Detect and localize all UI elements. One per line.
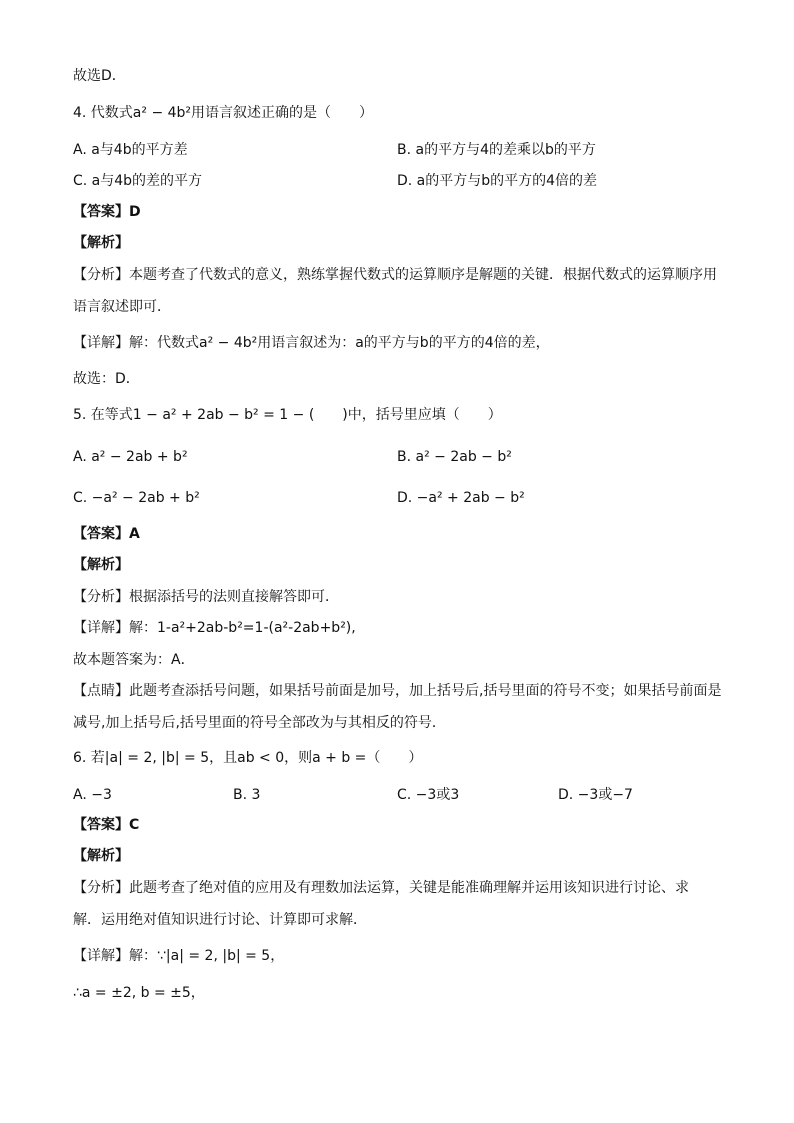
option-a: A. −3 — [73, 787, 112, 803]
option-c: C. −a² − 2ab + b² — [73, 490, 200, 506]
option-c: C. a与4b的差的平方 — [73, 173, 203, 189]
detail-text: 【详解】解：代数式a² − 4b²用语言叙述为：a的平方与b的平方的4倍的差， — [73, 335, 550, 351]
text-line: 故选D． — [73, 68, 126, 84]
option-d: D. −a² + 2ab − b² — [397, 490, 525, 506]
question-6: 6. 若|a| = 2, |b| = 5，且ab < 0，则a + b =（ ） — [73, 750, 423, 766]
question-4: 4. 代数式a² − 4b²用语言叙述正确的是（ ） — [73, 105, 374, 121]
detail-text: 【详解】解：1-a²+2ab-b²=1-(a²-2ab+b²), — [73, 620, 356, 636]
option-b: B. a的平方与4的差乘以b的平方 — [397, 142, 596, 158]
option-c: C. −3或3 — [397, 787, 460, 803]
analysis-text: 解．运用绝对值知识进行讨论、计算即可求解． — [73, 912, 367, 928]
question-5: 5. 在等式1 − a² + 2ab − b² = 1 − ( )中，括号里应填（ ） — [73, 407, 502, 423]
option-d: D. a的平方与b的平方的4倍的差 — [397, 173, 598, 189]
analysis-text: 语言叙述即可． — [73, 299, 171, 315]
comment-text: 【点睛】此题考查添括号问题，如果括号前面是加号，加上括号后,括号里面的符号不变；如果括号前面是 — [73, 683, 722, 699]
option-a: A. a与4b的平方差 — [73, 142, 188, 158]
option-b: B. a² − 2ab − b² — [397, 449, 512, 465]
analysis-heading: 【解析】 — [73, 235, 129, 251]
option-d: D. −3或−7 — [558, 787, 633, 803]
comment-text: 减号,加上括号后,括号里面的符号全部改为与其相反的符号． — [73, 715, 446, 731]
answer-text: 故本题答案为：A． — [73, 652, 195, 668]
analysis-heading: 【解析】 — [73, 557, 129, 573]
analysis-text: 【分析】此题考查了绝对值的应用及有理数加法运算，关键是能准确理解并运用该知识进行讨论、求 — [73, 880, 689, 896]
analysis-text: 【分析】根据添括号的法则直接解答即可． — [73, 589, 339, 605]
conclusion-text: ∴a = ±2, b = ±5， — [73, 985, 205, 1001]
analysis-text: 【分析】本题考查了代数式的意义，熟练掌握代数式的运算顺序是解题的关键．根据代数式的运算顺序用 — [73, 267, 717, 283]
answer-label: 【答案】A — [73, 526, 140, 542]
answer-label: 【答案】D — [73, 204, 141, 220]
answer-label: 【答案】C — [73, 817, 140, 833]
option-b: B. 3 — [233, 787, 261, 803]
option-a: A. a² − 2ab + b² — [73, 449, 188, 465]
choice-text: 故选：D． — [73, 371, 140, 387]
detail-text: 【详解】解：∵|a| = 2, |b| = 5， — [73, 948, 285, 964]
analysis-heading: 【解析】 — [73, 848, 129, 864]
